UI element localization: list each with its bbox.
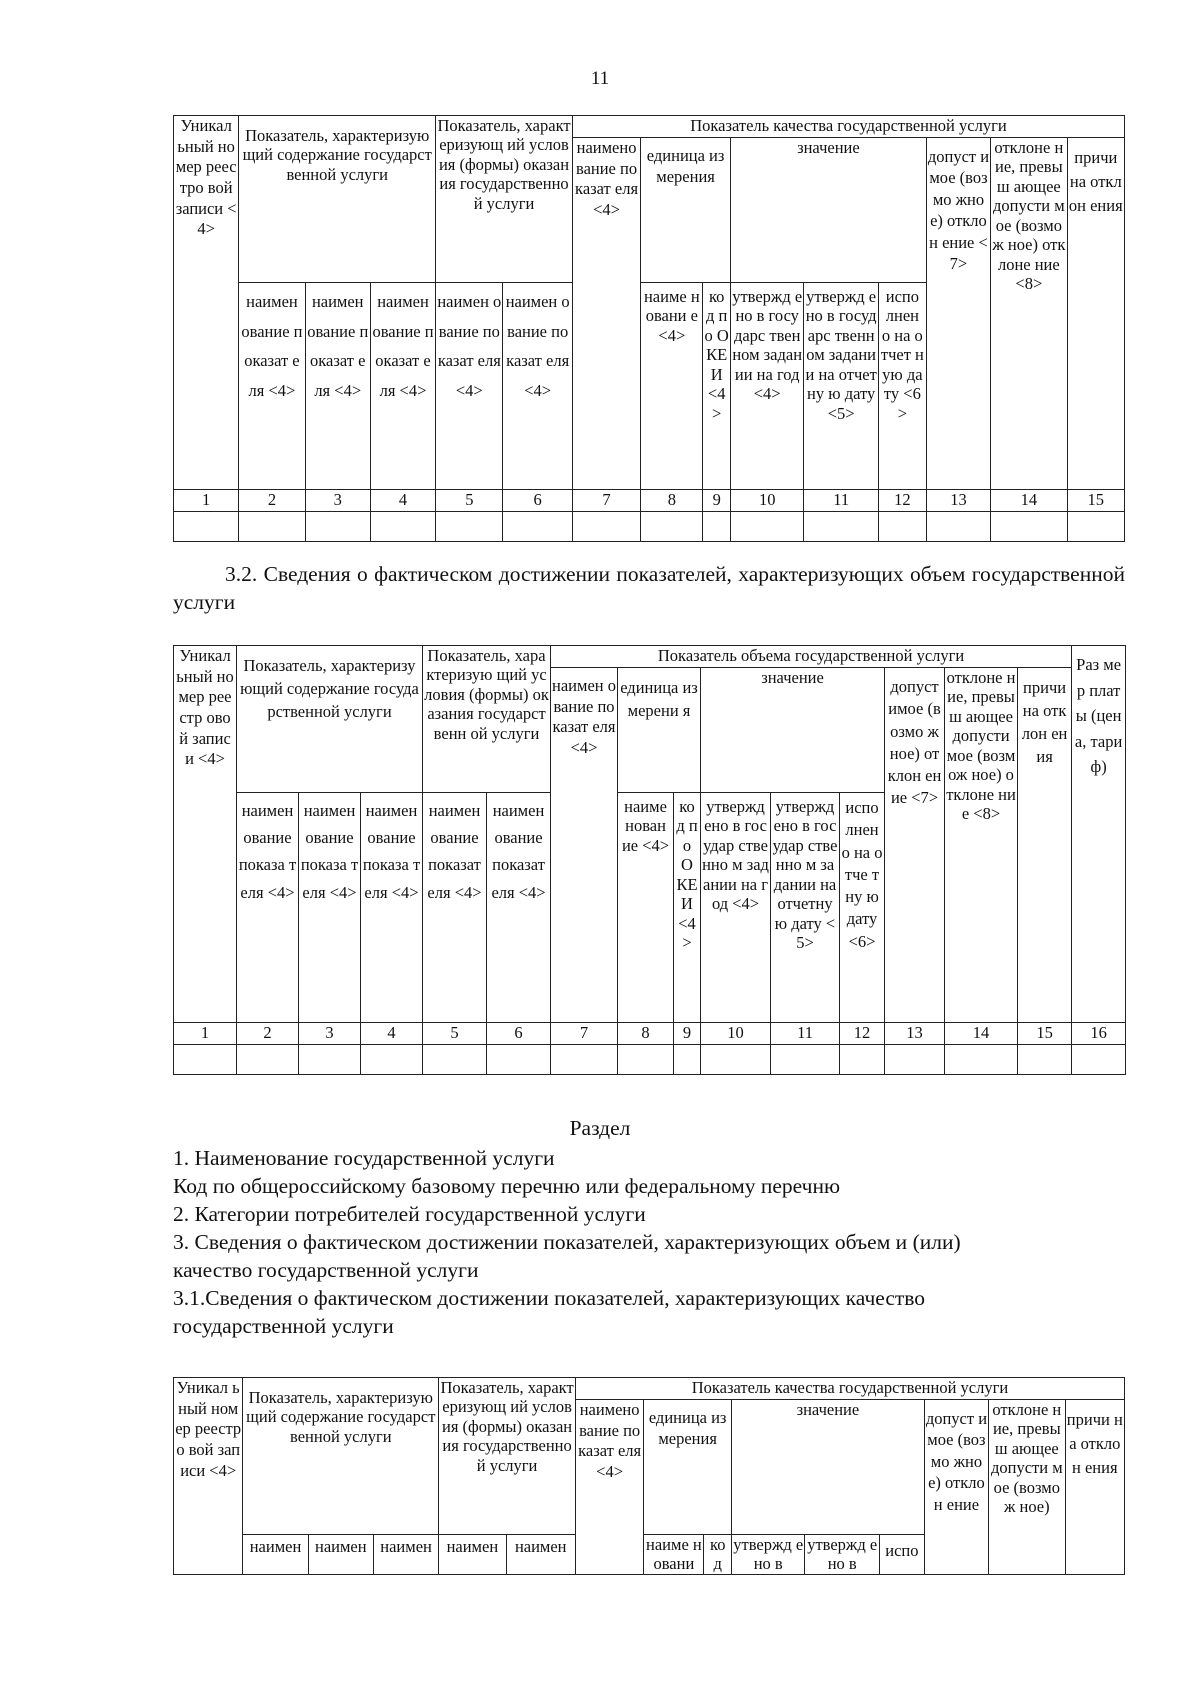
column-number: 7 xyxy=(551,1023,618,1045)
content-indicator-header: Показатель, характеризующий содержание государственной услуги xyxy=(239,116,436,283)
section-line: государственной услуги xyxy=(173,1314,394,1338)
column-number: 12 xyxy=(878,490,926,512)
column-number: 1 xyxy=(174,1023,237,1045)
reason-header: причи на отклон ения xyxy=(1065,1400,1124,1575)
column-number: 14 xyxy=(991,490,1068,512)
column-number: 2 xyxy=(237,1023,299,1045)
approved-date-header: утвержд ено в государ ственно м задании на отчетну ю дату <5> xyxy=(771,793,840,1023)
reason-header: причи на отклон ения xyxy=(1018,668,1072,1023)
section-line: 3.1.Сведения о фактическом достижении показателей, характеризующих качество xyxy=(173,1286,926,1310)
table-cell xyxy=(878,511,926,541)
section-line: 1. Наименование государственной услуги xyxy=(173,1146,555,1170)
column-number: 3 xyxy=(305,490,370,512)
fee-header: Раз мер плат ы (цен а, тари ф) xyxy=(1072,646,1126,1023)
section-line: 2. Категории потребителей государственной услуги xyxy=(173,1202,646,1226)
table-cell xyxy=(641,511,703,541)
unique-number-header: Уникал ьный номер реестр овой записи <4> xyxy=(174,646,237,1023)
table-cell xyxy=(945,1044,1018,1074)
unit-header: единица измерени я xyxy=(618,668,701,793)
content-name-header: наимен ование показат еля <4> xyxy=(370,283,435,490)
approved-date-header: утвержд ено в государс твенном задании на отчетну ю дату <5> xyxy=(804,283,878,490)
unique-number-header: Уникал ьный номер реестро вой записи <4> xyxy=(174,1378,243,1575)
exceeding-deviation-header: отклоне ние, превыш ающее допусти мое (возмож ное) отклоне ние <8> xyxy=(945,668,1018,1023)
table-cell xyxy=(991,511,1068,541)
table-cell xyxy=(1067,511,1124,541)
conditions-indicator-header: Показатель, характеризующ ий условия (формы) оказания государственно й услуги xyxy=(436,116,573,283)
section-title: Раздел xyxy=(569,1116,631,1140)
content-name-header: наимен xyxy=(243,1535,308,1575)
unit-header: единица измерения xyxy=(644,1400,732,1535)
executed-header: испо xyxy=(879,1535,924,1575)
column-number: 15 xyxy=(1067,490,1124,512)
section-lines xyxy=(173,1144,1125,1340)
column-number: 7 xyxy=(572,490,640,512)
table-cell xyxy=(701,1044,771,1074)
column-number: 13 xyxy=(926,490,990,512)
reason-header: причи на отклон ения xyxy=(1067,138,1124,490)
table-cell xyxy=(804,511,878,541)
column-number: 11 xyxy=(804,490,878,512)
table-cell xyxy=(1072,1044,1126,1074)
column-number: 6 xyxy=(487,1023,551,1045)
executed-header: испо лнен о на отче тну ю дату <6> xyxy=(840,793,885,1023)
value-header: значение xyxy=(732,1400,925,1535)
column-number: 16 xyxy=(1072,1023,1126,1045)
column-number: 3 xyxy=(299,1023,361,1045)
volume-group-header: Показатель объема государственной услуги xyxy=(551,646,1072,668)
allowed-deviation-header: допуст имое (возмо жное) отклон ение xyxy=(924,1400,988,1575)
content-name-header: наимен xyxy=(373,1535,438,1575)
table-cell xyxy=(487,1044,551,1074)
section-line: Код по общероссийскому базовому перечню или федеральному перечню xyxy=(173,1174,841,1198)
content-indicator-header: Показатель, характеризующий содержание государственной услуги xyxy=(237,646,423,793)
empty-data-row xyxy=(174,511,1125,541)
quality-group-header: Показатель качества государственной услуги xyxy=(572,116,1124,138)
okei-code-header: ко д по О КЕ И <4 > xyxy=(674,793,701,1023)
column-number: 14 xyxy=(945,1023,1018,1045)
approved-date-header: утвержд ено в xyxy=(805,1535,879,1575)
approved-year-header: утвержд ено в xyxy=(733,1535,804,1574)
conditions-name-header: наимен ование показат еля <4> xyxy=(423,793,487,1023)
section-3-2-heading: 3.2. Сведения о фактическом достижении показателей, характеризующих объем государственной услуги xyxy=(173,562,1125,614)
column-number: 4 xyxy=(370,490,435,512)
exceeding-deviation-header: отклоне ние, превыш ающее допусти мое (возмож ное) xyxy=(989,1400,1066,1575)
table-cell xyxy=(174,1044,237,1074)
table-cell xyxy=(885,1044,945,1074)
indicator-name-header: наимено вание показат еля <4> xyxy=(572,138,640,490)
column-number: 13 xyxy=(885,1023,945,1045)
approved-year-header: утвержд ено в государ ственно м задании на год <4> xyxy=(701,793,771,1023)
column-number: 9 xyxy=(703,490,731,512)
column-number: 11 xyxy=(771,1023,840,1045)
indicator-name-header: наимено вание показат еля <4> xyxy=(575,1400,643,1575)
page-number: 11 xyxy=(590,68,610,89)
content-name-header: наимен xyxy=(308,1535,373,1575)
section-line: 3. Сведения о фактическом достижении показателей, характеризующих объем и (или) xyxy=(173,1230,961,1254)
table-cell xyxy=(551,1044,618,1074)
table-cell xyxy=(840,1044,885,1074)
table-cell xyxy=(730,511,803,541)
volume-table xyxy=(173,645,1126,1075)
unit-name-header: наиме новани xyxy=(644,1535,704,1575)
content-indicator-header: Показатель, характеризующий содержание государственной услуги xyxy=(243,1378,439,1535)
okei-code-header: ко д по О КЕ И <4 > xyxy=(703,283,731,490)
conditions-indicator-header: Показатель, характеризующ ий условия (формы) оказания государственно й услуги xyxy=(439,1378,576,1535)
column-number: 10 xyxy=(730,490,803,512)
table-cell xyxy=(305,511,370,541)
conditions-name-header: наимен ование показат еля <4> xyxy=(503,283,572,490)
table-cell xyxy=(674,1044,701,1074)
unit-header: единица измерения xyxy=(641,138,731,283)
empty-data-row xyxy=(174,1044,1126,1074)
value-header: значение xyxy=(701,668,885,793)
table-cell xyxy=(618,1044,674,1074)
unit-name-header: наиме новани е <4> xyxy=(641,283,703,490)
conditions-name-header: наимен xyxy=(439,1535,506,1575)
column-number: 9 xyxy=(674,1023,701,1045)
column-number: 10 xyxy=(701,1023,771,1045)
column-number-row xyxy=(174,490,1125,512)
conditions-name-header: наимен ование показат еля <4> xyxy=(487,793,551,1023)
table-cell xyxy=(572,511,640,541)
conditions-name-header: наимен xyxy=(506,1535,575,1575)
column-number-row xyxy=(174,1023,1126,1045)
unique-number-header: Уникал ьный номер реестро вой записи <4> xyxy=(174,116,239,490)
quality-table-next xyxy=(173,1377,1125,1575)
table-cell xyxy=(771,1044,840,1074)
content-name-header: наимен ование показат еля <4> xyxy=(239,283,305,490)
table-cell xyxy=(361,1044,423,1074)
table-cell xyxy=(299,1044,361,1074)
column-number: 15 xyxy=(1018,1023,1072,1045)
content-name-header: наимен ование показа теля <4> xyxy=(299,793,361,1023)
table-cell xyxy=(926,511,990,541)
table-cell xyxy=(703,511,731,541)
conditions-name-header: наимен ование показат еля <4> xyxy=(436,283,503,490)
section-line: качество государственной услуги xyxy=(173,1258,479,1282)
unit-name-header: наиме нован ие <4> xyxy=(618,793,674,1023)
table-cell xyxy=(503,511,572,541)
approved-year-header: утвержд ено в государс твенном задании на год <4> xyxy=(730,283,803,490)
okei-code-header: ко д xyxy=(704,1535,732,1575)
content-name-header: наимен ование показа теля <4> xyxy=(237,793,299,1023)
column-number: 6 xyxy=(503,490,572,512)
exceeding-deviation-header: отклоне ние, превыш ающее допусти мое (возмож ное) отклоне ние <8> xyxy=(991,138,1068,490)
column-number: 5 xyxy=(436,490,503,512)
table-cell xyxy=(423,1044,487,1074)
indicator-name-header: наимен ование показат еля <4> xyxy=(551,668,618,1023)
allowed-deviation-header: допуст имое (возмо жное) отклон ение <7> xyxy=(885,668,945,1023)
column-number: 8 xyxy=(641,490,703,512)
allowed-deviation-header: допуст имое (возмо жное) отклон ение <7> xyxy=(926,138,990,490)
table-cell xyxy=(174,511,239,541)
table-cell xyxy=(239,511,305,541)
quality-table xyxy=(173,115,1125,542)
column-number: 4 xyxy=(361,1023,423,1045)
executed-header: испо лнен о на отчет ную дату <6> xyxy=(878,283,926,490)
column-number: 2 xyxy=(239,490,305,512)
conditions-indicator-header: Показатель, характеризую щий условия (формы) оказания государственн ой услуги xyxy=(423,646,551,793)
column-number: 5 xyxy=(423,1023,487,1045)
value-header: значение xyxy=(730,138,926,283)
table-cell xyxy=(370,511,435,541)
content-name-header: наимен ование показат еля <4> xyxy=(305,283,370,490)
content-name-header: наимен ование показа теля <4> xyxy=(361,793,423,1023)
table-cell xyxy=(237,1044,299,1074)
column-number: 8 xyxy=(618,1023,674,1045)
table-cell xyxy=(436,511,503,541)
column-number: 1 xyxy=(174,490,239,512)
table-cell xyxy=(1018,1044,1072,1074)
column-number: 12 xyxy=(840,1023,885,1045)
quality-group-header: Показатель качества государственной услуги xyxy=(575,1378,1124,1400)
